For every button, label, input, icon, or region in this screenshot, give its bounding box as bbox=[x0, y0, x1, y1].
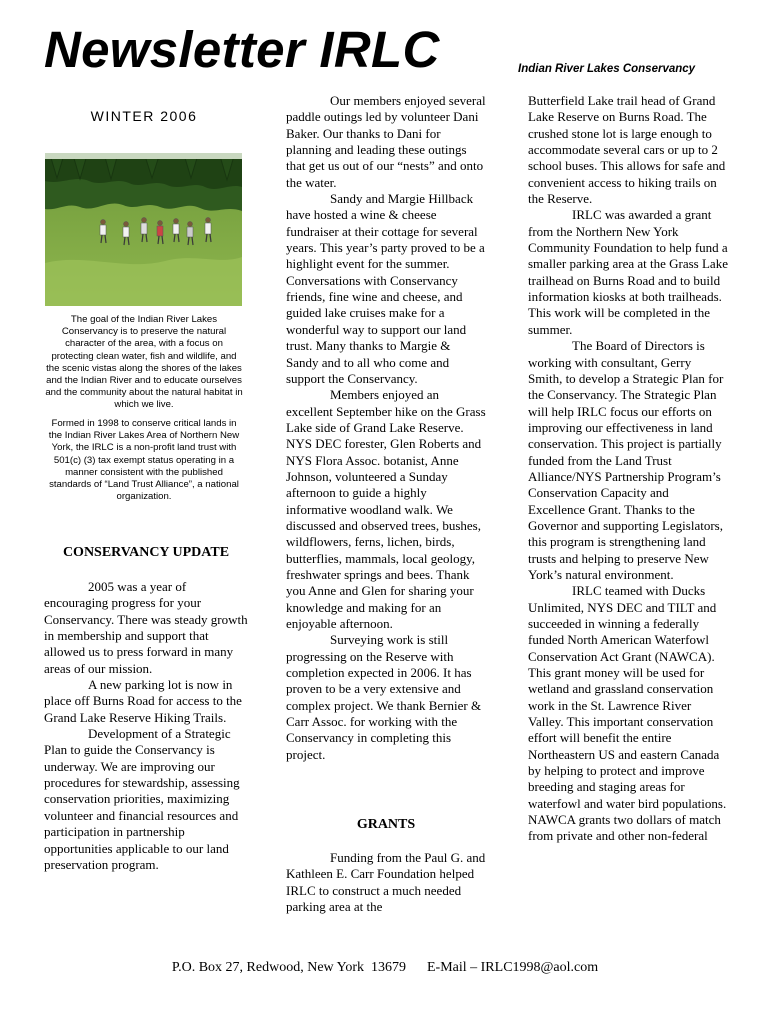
mission-statement: The goal of the Indian River Lakes Conservancy is to preserve the natural character of the area, with a focus on protecting clean water, fish and wildlife, and the scenic vistas along the shores of the lakes and the Indian River and to educate ourselves and the community about the natural habitat in which we live. bbox=[45, 314, 243, 411]
grants-heading-box bbox=[286, 817, 486, 833]
grants-body bbox=[286, 850, 486, 915]
footer-contact: P.O. Box 27, Redwood, New York 13679 E-Mail – IRLC1998@aol.com bbox=[171, 960, 599, 975]
organization-name: Indian River Lakes Conservancy bbox=[518, 63, 696, 75]
group-hiking-in-meadow-icon bbox=[45, 153, 242, 306]
nawca-paragraph: IRLC teamed with Ducks Unlimited, NYS DEC and TILT and succeeded in winning a federally funded North American Waterfowl Conservation Act Grant (NAWCA). This grant money will be used for wetland and grassland conservation work in the St. Lawrence River Valley. This important conservation effort will benefit the entire Northeastern US and eastern Canada by helping to protect and improve breeding and staging areas for waterfowl and water bird populations. NAWCA grants two dollars of match from private and other non-federal bbox=[528, 583, 727, 844]
update-paragraph: A new parking lot is now in place off Burns Road for access to the Grand Lake Reserve Hiking Trails. bbox=[44, 677, 242, 725]
grants-paragraph: Funding from the Paul G. and Kathleen E. Carr Foundation helped IRLC to construct a much needed parking area at the bbox=[286, 850, 486, 915]
conversations-paragraph: Conversations with Conservancy friends, fine wine and cheese, and guided lake cruises make for a wonderful way to support our land trust. Many thanks to Margie & Sandy and to all who come and support the Conservancy. bbox=[286, 272, 467, 386]
meadow-photo bbox=[45, 153, 242, 306]
conservancy-update-body bbox=[44, 579, 248, 873]
grants-heading: GRANTS bbox=[356, 817, 416, 832]
issue-date: WINTER 2006 bbox=[90, 108, 198, 124]
column-two bbox=[286, 93, 486, 763]
strategic-plan-paragraph: The Board of Directors is working with consultant, Gerry Smith, to develop a Strategic Plan for the Conservancy. The Strategic Plan will help IRLC focus our efforts on improving our effectiveness in land conservation. This project is partially funded from the Land Trust Alliance/NYS Partnership Program’s Conservation Capacity and Excellence Grant. Thanks to the Governor and supporting Legislators, this program is strengthening land trusts and helping to preserve New York’s natural environment. bbox=[528, 338, 724, 582]
september-hike-paragraph: Members enjoyed an excellent September hike on the Grass Lake side of Grand Lake Reserve. NYS DEC forester, Glen Roberts and NYS Flora Assoc. botanist, Anne Johnson, volunteered a Sunday afternoon to guide a highly informative woodland walk. We discussed and observed trees, bushes, wildflowers, ferns, lichen, birds, butterflies, mammals, local geology, freshwater springs and bees. Thank you Anne and Glen for sharing your knowledge and making for an enjoyable afternoon. bbox=[286, 387, 486, 631]
update-paragraph: Development of a Strategic Plan to guide the Conservancy is underway. We are improving our procedures for stewardship, assessing conservation priorities, maximizing volunteer and financial resources and participation in partnership opportunities applicable to our land preservation program. bbox=[44, 726, 240, 872]
conservancy-update-heading-box bbox=[44, 545, 248, 561]
surveying-paragraph: Surveying work is still progressing on the Reserve with completion expected in 2006. It has proven to be a very extensive and complex project. We thank Bernier & Carr Assoc. for working with the Conservancy in completing this project. bbox=[286, 632, 482, 762]
column-three bbox=[528, 93, 728, 845]
parking-lot-paragraph: Butterfield Lake trail head of Grand Lake Reserve on Burns Road. The crushed stone lot is large enough to accommodate several cars or up to 2 school buses. This allows for safe and convenient access to hiking trails on the Reserve. bbox=[528, 93, 726, 207]
newsletter-title: Newsletter IRLC bbox=[44, 21, 440, 78]
update-paragraph: 2005 was a year of encouraging progress for your Conservancy. There was steady growth in membership and support that allowed us to press forward in many areas of our mission. bbox=[44, 579, 248, 676]
organization-about: Formed in 1998 to conserve critical lands in the Indian River Lakes Area of Northern New York, the IRLC is a non-profit land trust with 501(c) (3) tax exempt status operating in a manner consistent with the published standards of “Land Trust Alliance”, a national organization. bbox=[48, 418, 240, 503]
nnycf-grant-paragraph: IRLC was awarded a grant from the Northern New York Community Foundation to help fund a smaller parking area at the Grass Lake trailhead on Burns Road and to build information kiosks at both trailheads. This work will be completed in the summer. bbox=[528, 207, 728, 337]
wine-fundraiser-paragraph: Sandy and Margie Hillback have hosted a wine & cheese fundraiser at their cottage for several years. This year’s party proved to be a highlight event for the summer. bbox=[286, 191, 485, 272]
paddle-outings-paragraph: Our members enjoyed several paddle outings led by volunteer Dani Baker. Our thanks to Dani for planning and leading these outings that get us out of our “nests” and onto the water. bbox=[286, 93, 486, 190]
conservancy-update-heading: CONSERVANCY UPDATE bbox=[62, 545, 230, 560]
